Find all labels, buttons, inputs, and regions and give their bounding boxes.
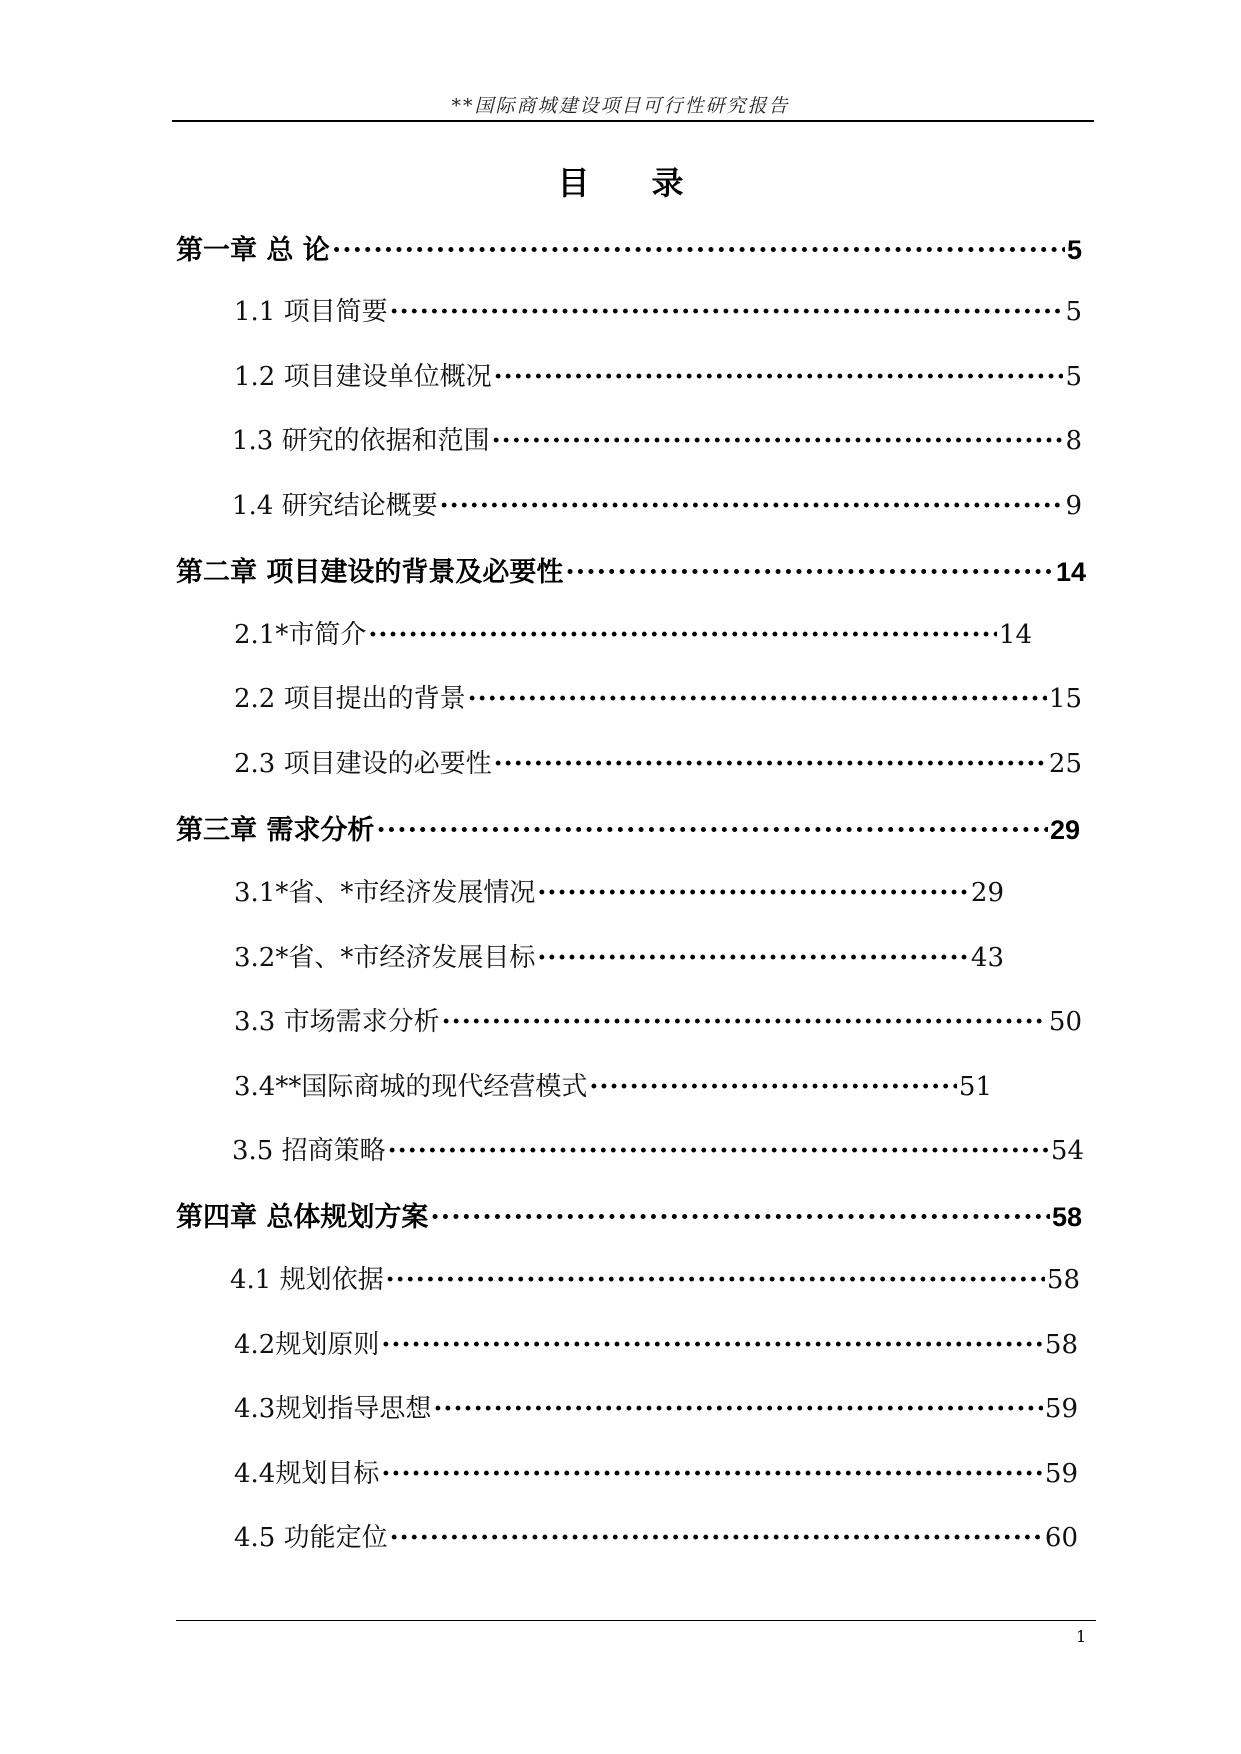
toc-entry-section-3-2[interactable] xyxy=(234,937,1004,974)
toc-entry-section-3-1[interactable] xyxy=(234,872,1004,909)
toc-entry-page: 14 xyxy=(998,620,1032,650)
toc-entry-page: 9 xyxy=(1065,491,1082,521)
dot-leader xyxy=(589,1072,957,1102)
toc-entry-label: 2.3 项目建设的必要性 xyxy=(234,749,492,779)
page-number: 1 xyxy=(1076,1627,1087,1646)
dot-leader xyxy=(468,684,1047,714)
toc-entry-label: 3.4**国际商城的现代经营模式 xyxy=(234,1072,588,1102)
toc-entry-page: 51 xyxy=(958,1072,992,1102)
toc-entry-page: 50 xyxy=(1048,1007,1082,1037)
toc-entry-page: 15 xyxy=(1048,684,1082,714)
toc-entry-label: 4.4规划目标 xyxy=(234,1459,380,1489)
dot-leader xyxy=(388,1136,1049,1166)
toc-entry-label: 2.2 项目提出的背景 xyxy=(234,684,466,714)
dot-leader xyxy=(390,1523,1043,1553)
toc-entry-label: 4.2规划原则 xyxy=(234,1330,380,1360)
toc-entry-page: 14 xyxy=(1055,557,1086,587)
toc-entry-page: 8 xyxy=(1065,426,1082,456)
toc-entry-section-1-2[interactable] xyxy=(234,356,1082,393)
toc-entry-page: 43 xyxy=(970,943,1004,973)
toc-entry-section-3-5[interactable] xyxy=(232,1130,1084,1167)
toc-entry-label: 1.4 研究结论概要 xyxy=(232,491,438,521)
toc-entry-label: 2.1*市简介 xyxy=(234,620,367,650)
toc-entry-page: 58 xyxy=(1051,1202,1082,1232)
toc-entry-page: 59 xyxy=(1044,1394,1078,1424)
toc-entry-page: 58 xyxy=(1046,1265,1080,1295)
toc-entry-section-4-4[interactable] xyxy=(234,1453,1078,1490)
toc-entry-section-4-1[interactable] xyxy=(230,1259,1080,1296)
running-header: **国际商城建设项目可行性研究报告 xyxy=(451,95,790,117)
toc-entry-chapter-4[interactable] xyxy=(176,1195,1082,1234)
toc-entry-section-1-3[interactable] xyxy=(232,420,1082,457)
toc-entry-label: 4.1 规划依据 xyxy=(230,1265,384,1295)
toc-entry-section-2-1[interactable] xyxy=(234,614,1032,651)
dot-leader xyxy=(494,362,1064,392)
dot-leader xyxy=(440,491,1064,521)
toc-entry-label: 3.2*省、*市经济发展目标 xyxy=(234,943,536,973)
dot-leader xyxy=(494,749,1047,779)
dot-leader xyxy=(386,1265,1045,1295)
toc-entry-page: 29 xyxy=(970,878,1004,908)
toc-entry-page: 25 xyxy=(1048,749,1082,779)
toc-entry-page: 54 xyxy=(1050,1136,1084,1166)
dot-leader xyxy=(430,1202,1050,1233)
toc-entry-section-1-4[interactable] xyxy=(232,485,1082,522)
toc-entry-page: 60 xyxy=(1044,1523,1078,1553)
toc-entry-section-3-4[interactable] xyxy=(234,1066,992,1103)
toc-entry-label: 4.3规划指导思想 xyxy=(234,1394,432,1424)
toc-title: 目录 xyxy=(557,164,746,202)
toc-entry-label: 第四章 总体规划方案 xyxy=(176,1202,429,1233)
toc-entry-chapter-1[interactable] xyxy=(176,228,1082,267)
toc-entry-page: 5 xyxy=(1066,235,1082,265)
toc-entry-section-4-2[interactable] xyxy=(234,1324,1078,1361)
toc-entry-page: 59 xyxy=(1044,1459,1078,1489)
dot-leader xyxy=(492,426,1064,456)
toc-entry-page: 5 xyxy=(1065,362,1082,392)
footer-rule xyxy=(176,1620,1096,1621)
dot-leader xyxy=(332,235,1065,266)
dot-leader xyxy=(368,620,997,650)
dot-leader xyxy=(381,1330,1043,1360)
toc-entry-section-1-1[interactable] xyxy=(234,291,1082,328)
dot-leader xyxy=(376,815,1048,846)
toc-entry-chapter-3[interactable] xyxy=(176,808,1080,847)
toc-entry-label: 第二章 项目建设的背景及必要性 xyxy=(176,557,564,588)
toc-entry-section-4-5[interactable] xyxy=(234,1517,1078,1554)
dot-leader xyxy=(537,878,969,908)
toc-entry-section-3-3[interactable] xyxy=(234,1001,1082,1038)
dot-leader xyxy=(433,1394,1043,1424)
dot-leader xyxy=(537,943,969,973)
toc-entry-label: 3.3 市场需求分析 xyxy=(234,1007,440,1037)
toc-entry-label: 第三章 需求分析 xyxy=(176,815,375,846)
toc-entry-label: 1.2 项目建设单位概况 xyxy=(234,362,492,392)
dot-leader xyxy=(390,297,1064,327)
toc-entry-chapter-2[interactable] xyxy=(176,550,1086,589)
toc-entry-page: 5 xyxy=(1065,297,1082,327)
toc-entry-section-4-3[interactable] xyxy=(234,1388,1078,1425)
toc-entry-label: 3.5 招商策略 xyxy=(232,1136,386,1166)
dot-leader xyxy=(442,1007,1047,1037)
toc-entry-label: 1.3 研究的依据和范围 xyxy=(232,426,490,456)
dot-leader xyxy=(565,557,1054,588)
toc-entry-label: 1.1 项目简要 xyxy=(234,297,388,327)
toc-entry-section-2-2[interactable] xyxy=(234,678,1082,715)
toc-entry-page: 29 xyxy=(1049,815,1080,845)
toc-entry-section-2-3[interactable] xyxy=(234,743,1082,780)
toc-entry-label: 第一章 总 论 xyxy=(176,235,330,266)
toc-entry-label: 4.5 功能定位 xyxy=(234,1523,388,1553)
toc-entry-page: 58 xyxy=(1044,1330,1078,1360)
toc-entry-label: 3.1*省、*市经济发展情况 xyxy=(234,878,536,908)
dot-leader xyxy=(381,1459,1043,1489)
